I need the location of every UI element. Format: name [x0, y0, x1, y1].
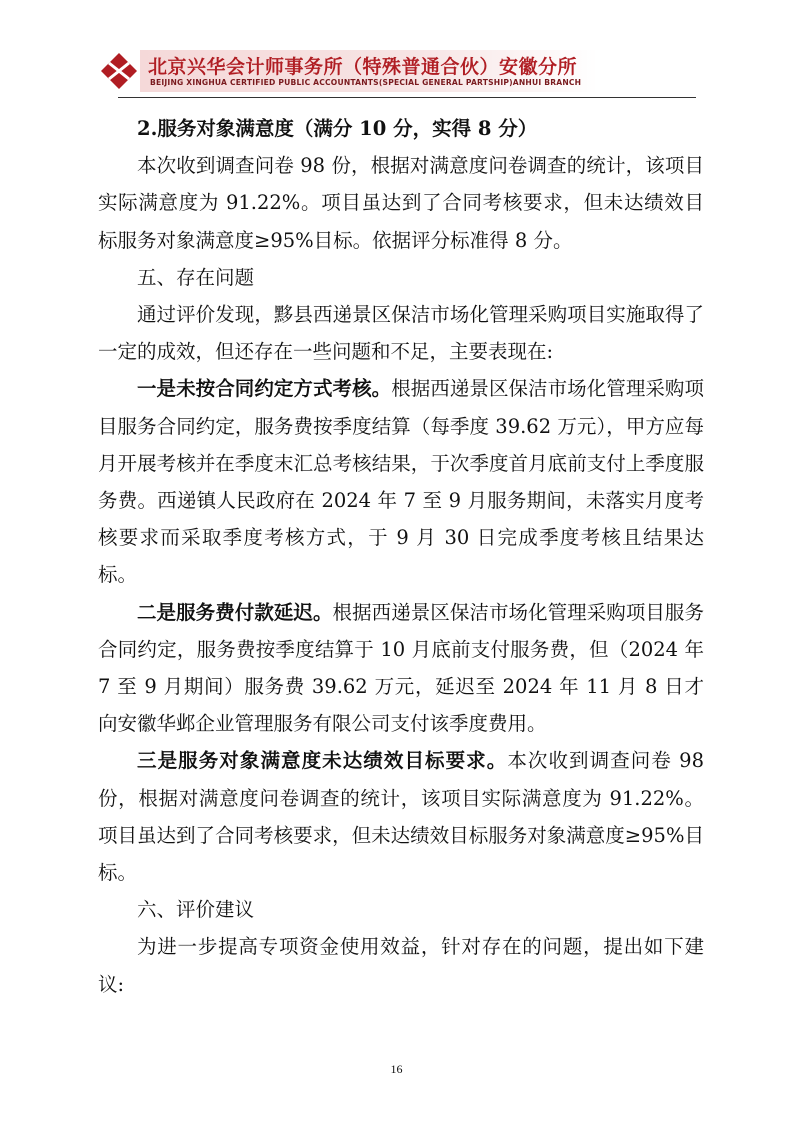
- section-title-satisfaction: 2.服务对象满意度（满分 10 分，实得 8 分）: [137, 117, 538, 140]
- issue-text-2: 根据西递景区保洁市场化管理采购项目服务合同约定，服务费按季度结算于 10 月底前支付服务费，但（2024 年 7 至 9 月期间）服务费 39.62 万元，延迟至 2024 年 11 月 8 日才向安徽华邺企业管理服务有限公司支付该季度费用。: [98, 600, 704, 736]
- header-divider: [118, 97, 696, 98]
- issue-lead-1: 一是未按合同约定方式考核。: [137, 377, 392, 401]
- firm-name-cn: 北京兴华会计师事务所（特殊普通合伙）安徽分所: [148, 56, 578, 78]
- section-heading-suggestions: 六、评价建议: [137, 898, 255, 922]
- issue-paragraph-2: [98, 594, 704, 743]
- paragraph-suggestions-intro: 为进一步提高专项资金使用效益，针对存在的问题，提出如下建议:: [98, 935, 704, 996]
- issue-lead-3: 三是服务对象满意度未达绩效目标要求。: [137, 749, 508, 773]
- issue-text-1: 根据西递景区保洁市场化管理采购项目服务合同约定，服务费按季度结算（每季度 39.62 万元），甲方应每月开展考核并在季度末汇总考核结果，于次季度首月底前支付上季度服务费。西递镇人民政府在 2024 年 7 至 9 月服务期间，未落实月度考核要求而采取季度考核方式，于 9 月 30 日完成季度考核且结果达标。: [98, 377, 704, 587]
- issue-lead-2: 二是服务费付款延迟。: [137, 600, 333, 624]
- issue-text-3: 本次收到调查问卷 98 份，根据对满意度问卷调查的统计，该项目实际满意度为 91.22%。项目虽达到了合同考核要求，但未达绩效目标服务对象满意度≥95%目标。: [98, 749, 704, 885]
- issue-paragraph-3: [98, 742, 704, 891]
- firm-name-en: BEIJING XINGHUA CERTIFIED PUBLIC ACCOUNTANTS(SPECIAL GENERAL PARTSHIP)ANHUI BRANCH: [150, 78, 582, 87]
- issue-paragraph-1: [98, 370, 704, 593]
- paragraph-problems-intro: 通过评价发现，黟县西递景区保洁市场化管理采购项目实施取得了一定的成效，但还存在一些问题和不足，主要表现在:: [98, 303, 704, 364]
- paragraph-satisfaction: 本次收到调查问卷 98 份，根据对满意度问卷调查的统计，该项目实际满意度为 91.22%。项目虽达到了合同考核要求，但未达绩效目标服务对象满意度≥95%目标。依据评分标准得 8 分。: [98, 154, 704, 252]
- letterhead: [100, 44, 600, 94]
- section-heading-problems: 五、存在问题: [137, 265, 255, 289]
- xinghua-logo-icon: [100, 52, 138, 90]
- page-number: 16: [390, 1062, 403, 1076]
- document-body: [98, 110, 704, 1003]
